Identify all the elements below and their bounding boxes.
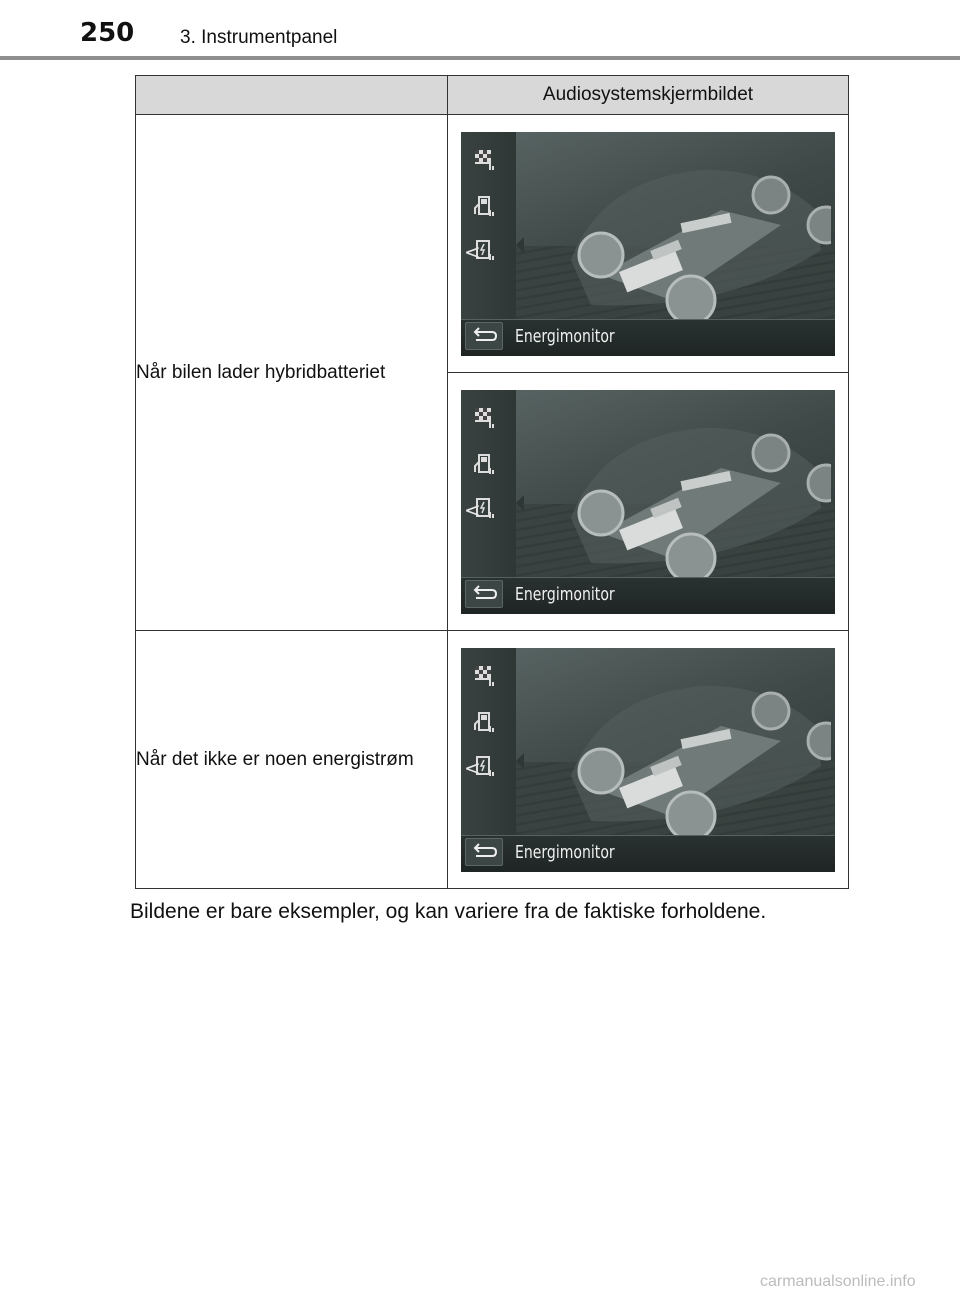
sidebar bbox=[461, 132, 516, 322]
back-arrow-icon bbox=[466, 839, 502, 865]
car-chassis-image bbox=[531, 140, 831, 330]
fuel-icon[interactable] bbox=[473, 452, 495, 476]
sidebar bbox=[461, 648, 516, 838]
table-column-header: Audiosystemskjermbildet bbox=[448, 76, 849, 115]
screen-cell bbox=[448, 115, 849, 373]
flag-icon[interactable] bbox=[473, 664, 495, 688]
sidebar bbox=[461, 390, 516, 580]
energy-monitor-screen bbox=[461, 390, 835, 614]
page-header bbox=[0, 0, 960, 62]
back-button[interactable] bbox=[465, 322, 503, 350]
screen-bottom-bar bbox=[461, 835, 835, 872]
watermark: carmanualsonline.info bbox=[760, 1273, 916, 1290]
table-row bbox=[136, 115, 849, 373]
row-label: Når bilen lader hybridbatteriet bbox=[136, 115, 448, 631]
chevron-left-icon[interactable]: < bbox=[464, 755, 481, 780]
footnote: Bildene er bare eksempler, og kan variere fra de faktiske forholdene. bbox=[130, 900, 767, 923]
screen-bottom-bar bbox=[461, 577, 835, 614]
screen-cell bbox=[448, 631, 849, 889]
energy-monitor-screen bbox=[461, 132, 835, 356]
sidebar-pointer bbox=[516, 237, 524, 253]
back-arrow-icon bbox=[466, 581, 502, 607]
back-button[interactable] bbox=[465, 838, 503, 866]
sidebar-pointer bbox=[516, 495, 524, 511]
fuel-icon[interactable] bbox=[473, 710, 495, 734]
screen-cell bbox=[448, 373, 849, 631]
car-chassis-image bbox=[531, 398, 831, 588]
screen-table bbox=[135, 75, 849, 889]
flag-icon[interactable] bbox=[473, 406, 495, 430]
car-chassis-image bbox=[531, 656, 831, 846]
table-header-empty bbox=[136, 76, 448, 115]
screen-title: Energimonitor bbox=[515, 325, 615, 347]
section-title: 3. Instrumentpanel bbox=[180, 27, 338, 48]
sidebar-pointer bbox=[516, 753, 524, 769]
chevron-left-icon[interactable]: < bbox=[464, 239, 481, 264]
screen-title: Energimonitor bbox=[515, 841, 615, 863]
back-button[interactable] bbox=[465, 580, 503, 608]
screen-title: Energimonitor bbox=[515, 583, 615, 605]
table-header-row bbox=[136, 76, 849, 115]
fuel-icon[interactable] bbox=[473, 194, 495, 218]
header-rule bbox=[0, 56, 960, 60]
page-number: 250 bbox=[80, 18, 135, 48]
chevron-left-icon[interactable]: < bbox=[464, 497, 481, 522]
back-arrow-icon bbox=[466, 323, 502, 349]
flag-icon[interactable] bbox=[473, 148, 495, 172]
energy-monitor-screen bbox=[461, 648, 835, 872]
table-row bbox=[136, 631, 849, 889]
screen-bottom-bar bbox=[461, 319, 835, 356]
row-label: Når det ikke er noen energistrøm bbox=[136, 631, 448, 889]
